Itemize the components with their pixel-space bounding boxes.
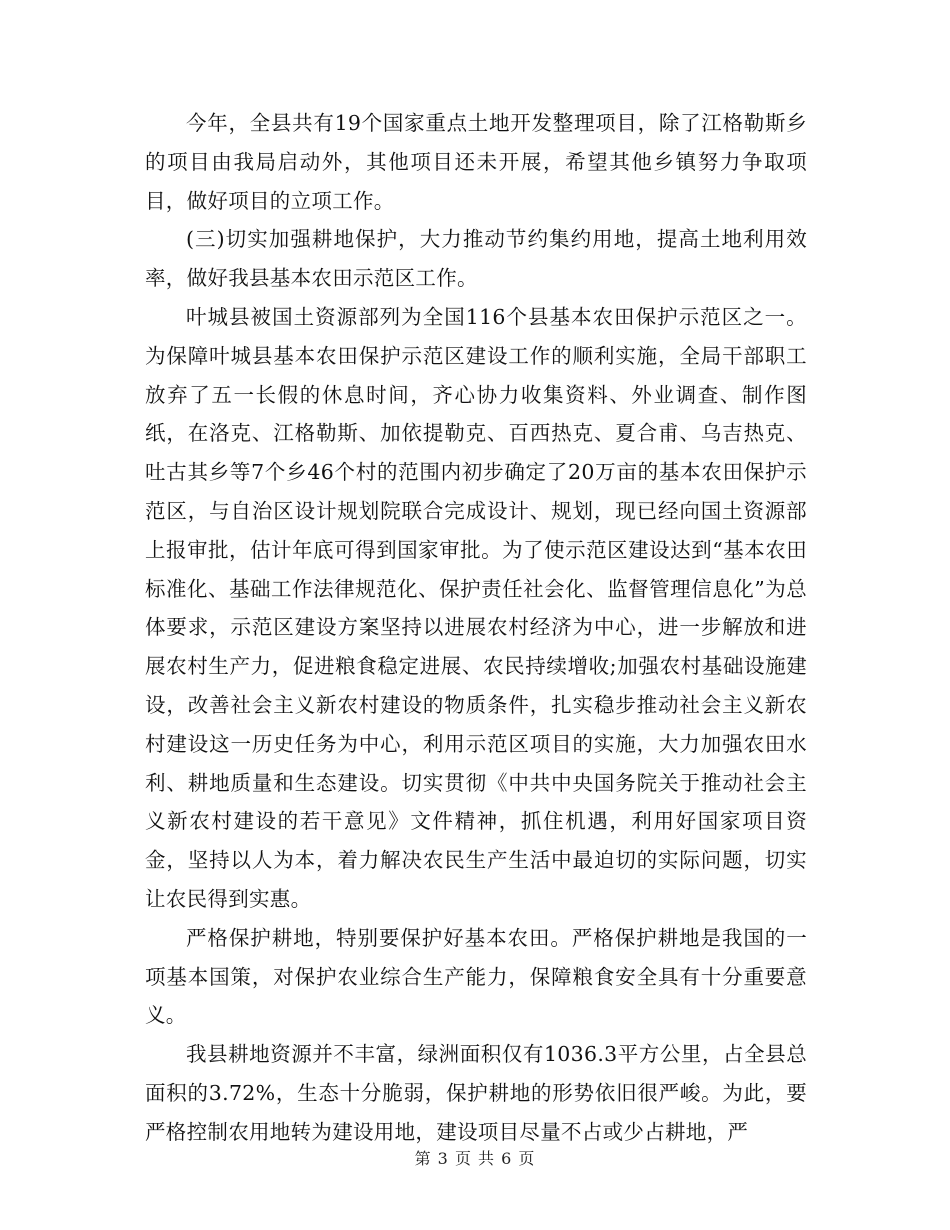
paragraph-1: 今年，全县共有19个国家重点土地开发整理项目，除了江格勒斯乡的项目由我局启动外，其他项目还未开展，希望其他乡镇努力争取项目，做好项目的立项工作。: [145, 111, 807, 213]
document-body: [145, 104, 807, 1152]
paragraph-4: 严格保护耕地，特别要保护好基本农田。严格保护耕地是我国的一项基本国策，对保护农业综合生产能力，保障粮食安全具有十分重要意义。: [145, 925, 807, 1028]
page-number-footer: 第 3 页 共 6 页: [414, 1149, 536, 1168]
paragraph-5: 我县耕地资源并不丰富，绿洲面积仅有1036.3平方公里，占全县总面积的3.72%，生态十分脆弱，保护耕地的形势依旧很严峻。为此，要严格控制农用地转为建设用地，建设项目尽量不占或少占耕地，严: [145, 1042, 807, 1144]
paragraph-3: 叶城县被国土资源部列为全国116个县基本农田保护示范区之一。为保障叶城县基本农田保护示范区建设工作的顺利实施，全局干部职工放弃了五一长假的休息时间，齐心协力收集资料、外业调查、制作图纸，在洛克、江格勒斯、加依提勒克、百西热克、夏合甫、乌吉热克、吐古其乡等7个乡46个村的范围内初步确定了20万亩的基本农田保护示范区，与自治区设计规划院联合完成设计、规划，现已经向国土资源部上报审批，估计年底可得到国家审批。为了使示范区建设达到“基本农田标准化、基础工作法律规范化、保护责任社会化、监督管理信息化”为总体要求，示范区建设方案坚持以进展农村经济为中心，进一步解放和进展农村生产力，促进粮食稳定进展、农民持续增收;加强农村基础设施建设，改善社会主义新农村建设的物质条件，扎实稳步推动社会主义新农村建设这一历史任务为中心，利用示范区项目的实施，大力加强农田水利、耕地质量和生态建设。切实贯彻《中共中央国务院关于推动社会主义新农村建设的若干意见》文件精神，抓住机遇，利用好国家项目资金，坚持以人为本，着力解决农民生产生活中最迫切的实际问题，切实让农民得到实惠。: [145, 304, 807, 911]
paragraph-2: (三)切实加强耕地保护，大力推动节约集约用地，提高土地利用效率，做好我县基本农田示范区工作。: [145, 227, 807, 291]
